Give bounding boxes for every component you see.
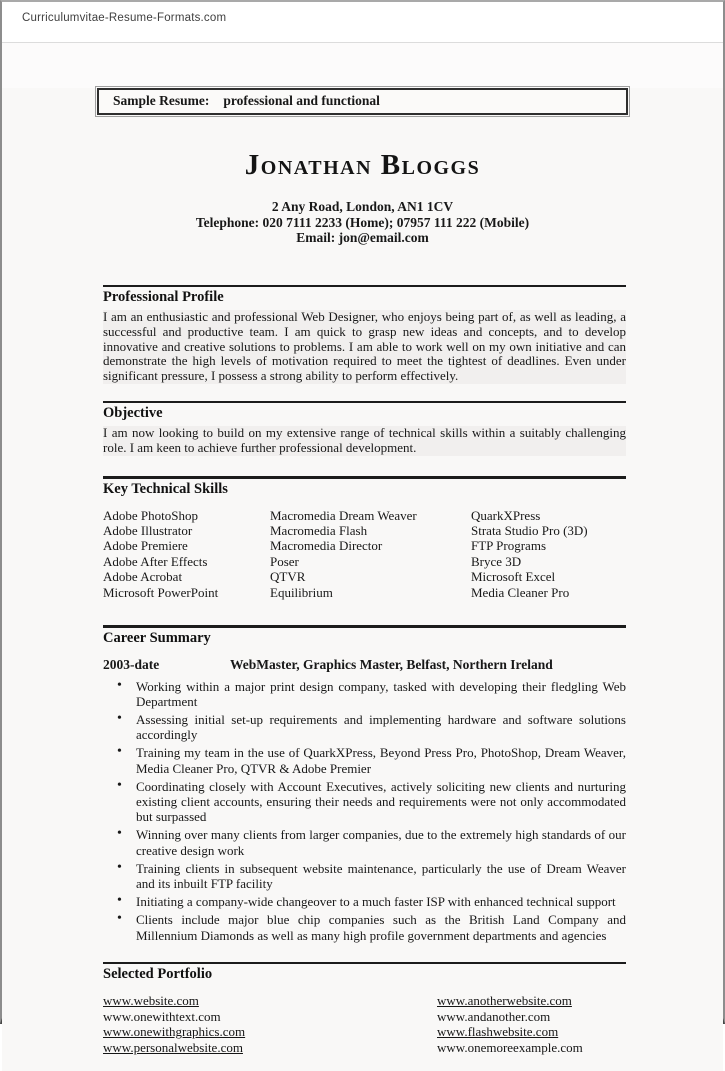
career-bullet: • Working within a major print design company, tasked with developing their fledgling Web Department: [103, 679, 626, 709]
portfolio-link: www.personalwebsite.com: [103, 1040, 243, 1056]
section-rule: [103, 476, 626, 479]
career-bullet: • Coordinating closely with Account Executives, actively soliciting new clients and nurturing existing client accounts, ensuring their needs and requirements were not only accommodated but surpassed: [103, 779, 626, 825]
banner-value: professional and functional: [223, 93, 380, 108]
career-bullet: • Initiating a company-wide changeover to a much faster ISP with enhanced technical support: [103, 894, 626, 909]
skill-item: Adobe Acrobat: [103, 569, 183, 585]
portfolio-link: www.andanother.com: [437, 1008, 551, 1024]
section-objective: [103, 401, 626, 456]
skill-item: Adobe After Effects: [103, 553, 208, 569]
portfolio-link: www.anotherwebsite.com: [437, 993, 572, 1009]
contact-email: Email: jon@email.com: [296, 230, 429, 245]
career-bullet: • Training my team in the use of QuarkXPress, Beyond Press Pro, PhotoShop, Dream Weaver, Media Cleaner Pro, QTVR & Adobe Premier: [103, 745, 626, 775]
skill-item: Macromedia Dream Weaver: [270, 507, 417, 523]
skill-item: QTVR: [270, 569, 306, 585]
objective-text: I am now looking to build on my extensive range of technical skills within a suitably challenging role. I am keen to achieve further professional development.: [103, 425, 626, 456]
professional-profile-heading: Professional Profile: [103, 289, 224, 305]
skill-item: QuarkXPress: [471, 507, 541, 523]
sample-resume-banner: [97, 88, 628, 115]
skill-item: Adobe Premiere: [103, 538, 188, 554]
career-bullet: • Clients include major blue chip companies such as the British Land Company and Millennium Diamonds as well as many high profile government departments and agencies: [103, 912, 626, 942]
contact-address: 2 Any Road, London, AN1 1CV: [271, 199, 454, 214]
portfolio-link: www.onewithgraphics.com: [103, 1024, 246, 1040]
section-professional-profile: [103, 285, 626, 384]
portfolio-heading: Selected Portfolio: [103, 966, 213, 983]
contact-telephone: Telephone: 020 7111 2233 (Home); 07957 111 222 (Mobile): [195, 214, 530, 230]
watermark-text: Curriculumvitae-Resume-Formats.com: [22, 12, 227, 24]
skill-item: Microsoft Excel: [471, 569, 556, 585]
skill-item: Macromedia Director: [270, 538, 383, 554]
career-bullet-list: [103, 679, 626, 943]
section-rule: [103, 625, 626, 628]
watermark-strip: [2, 2, 723, 43]
resume-content: [103, 285, 626, 1056]
contact-block: [2, 199, 723, 246]
section-career-summary: [103, 625, 626, 943]
skills-grid: [103, 508, 626, 600]
section-selected-portfolio: [103, 962, 626, 1056]
skill-item: Strata Studio Pro (3D): [471, 522, 588, 538]
career-bullet: • Training clients in subsequent website maintenance, particularly the use of Dream Weaver and its inbuilt FTP facility: [103, 861, 626, 891]
professional-profile-text: I am an enthusiastic and professional Web Designer, who enjoys being part of, as well as leading, a successful and productive team. I am quick to grasp new ideas and concepts, and to develop innovative and creative solutions to problems. I am able to work well on my own initiative and can demonstrate the high levels of motivation required to meet the tightest of deadlines. Even under significant pressure, I possess a strong ability to perform effectively.: [103, 309, 626, 384]
portfolio-column-2: [437, 993, 626, 1055]
skill-item: Equilibrium: [270, 584, 333, 600]
career-bullet: • Winning over many clients from larger companies, due to the extremely high standards of our creative design work: [103, 827, 626, 857]
portfolio-link: www.flashwebsite.com: [437, 1024, 559, 1040]
candidate-name: Jonathan Bloggs: [244, 149, 481, 181]
skill-item: Poser: [270, 553, 299, 569]
skill-item: Adobe PhotoShop: [103, 507, 198, 523]
skills-column-1: [103, 508, 270, 600]
skills-column-2: [270, 508, 471, 600]
skill-item: Bryce 3D: [471, 553, 522, 569]
skill-item: Media Cleaner Pro: [471, 584, 570, 600]
objective-heading: Objective: [103, 405, 163, 422]
skills-heading: Key Technical Skills: [103, 480, 228, 497]
job-title-line: [103, 657, 626, 673]
section-rule: [103, 962, 626, 965]
skill-item: Macromedia Flash: [270, 522, 368, 538]
section-rule: [103, 285, 626, 288]
job-date-range: 2003-date: [103, 656, 160, 672]
section-rule: [103, 401, 626, 404]
banner-label: Sample Resume:: [113, 93, 210, 108]
career-summary-heading: Career Summary: [103, 629, 211, 646]
portfolio-link: www.onewithtext.com: [103, 1008, 221, 1024]
skill-item: Microsoft PowerPoint: [103, 584, 219, 600]
resume-sheet: [2, 88, 723, 1071]
career-bullet: • Assessing initial set-up requirements and implementing hardware and software solutions accordingly: [103, 712, 626, 742]
portfolio-grid: [103, 993, 626, 1055]
skill-item: FTP Programs: [471, 538, 546, 554]
skills-column-3: [471, 508, 626, 600]
skill-item: Adobe Illustrator: [103, 522, 193, 538]
portfolio-link: www.onemoreexample.com: [437, 1040, 583, 1056]
portfolio-column-1: [103, 993, 437, 1055]
job-role: WebMaster, Graphics Master, Belfast, Northern Ireland: [230, 656, 553, 672]
section-key-technical-skills: [103, 476, 626, 600]
portfolio-link: www.website.com: [103, 993, 199, 1009]
